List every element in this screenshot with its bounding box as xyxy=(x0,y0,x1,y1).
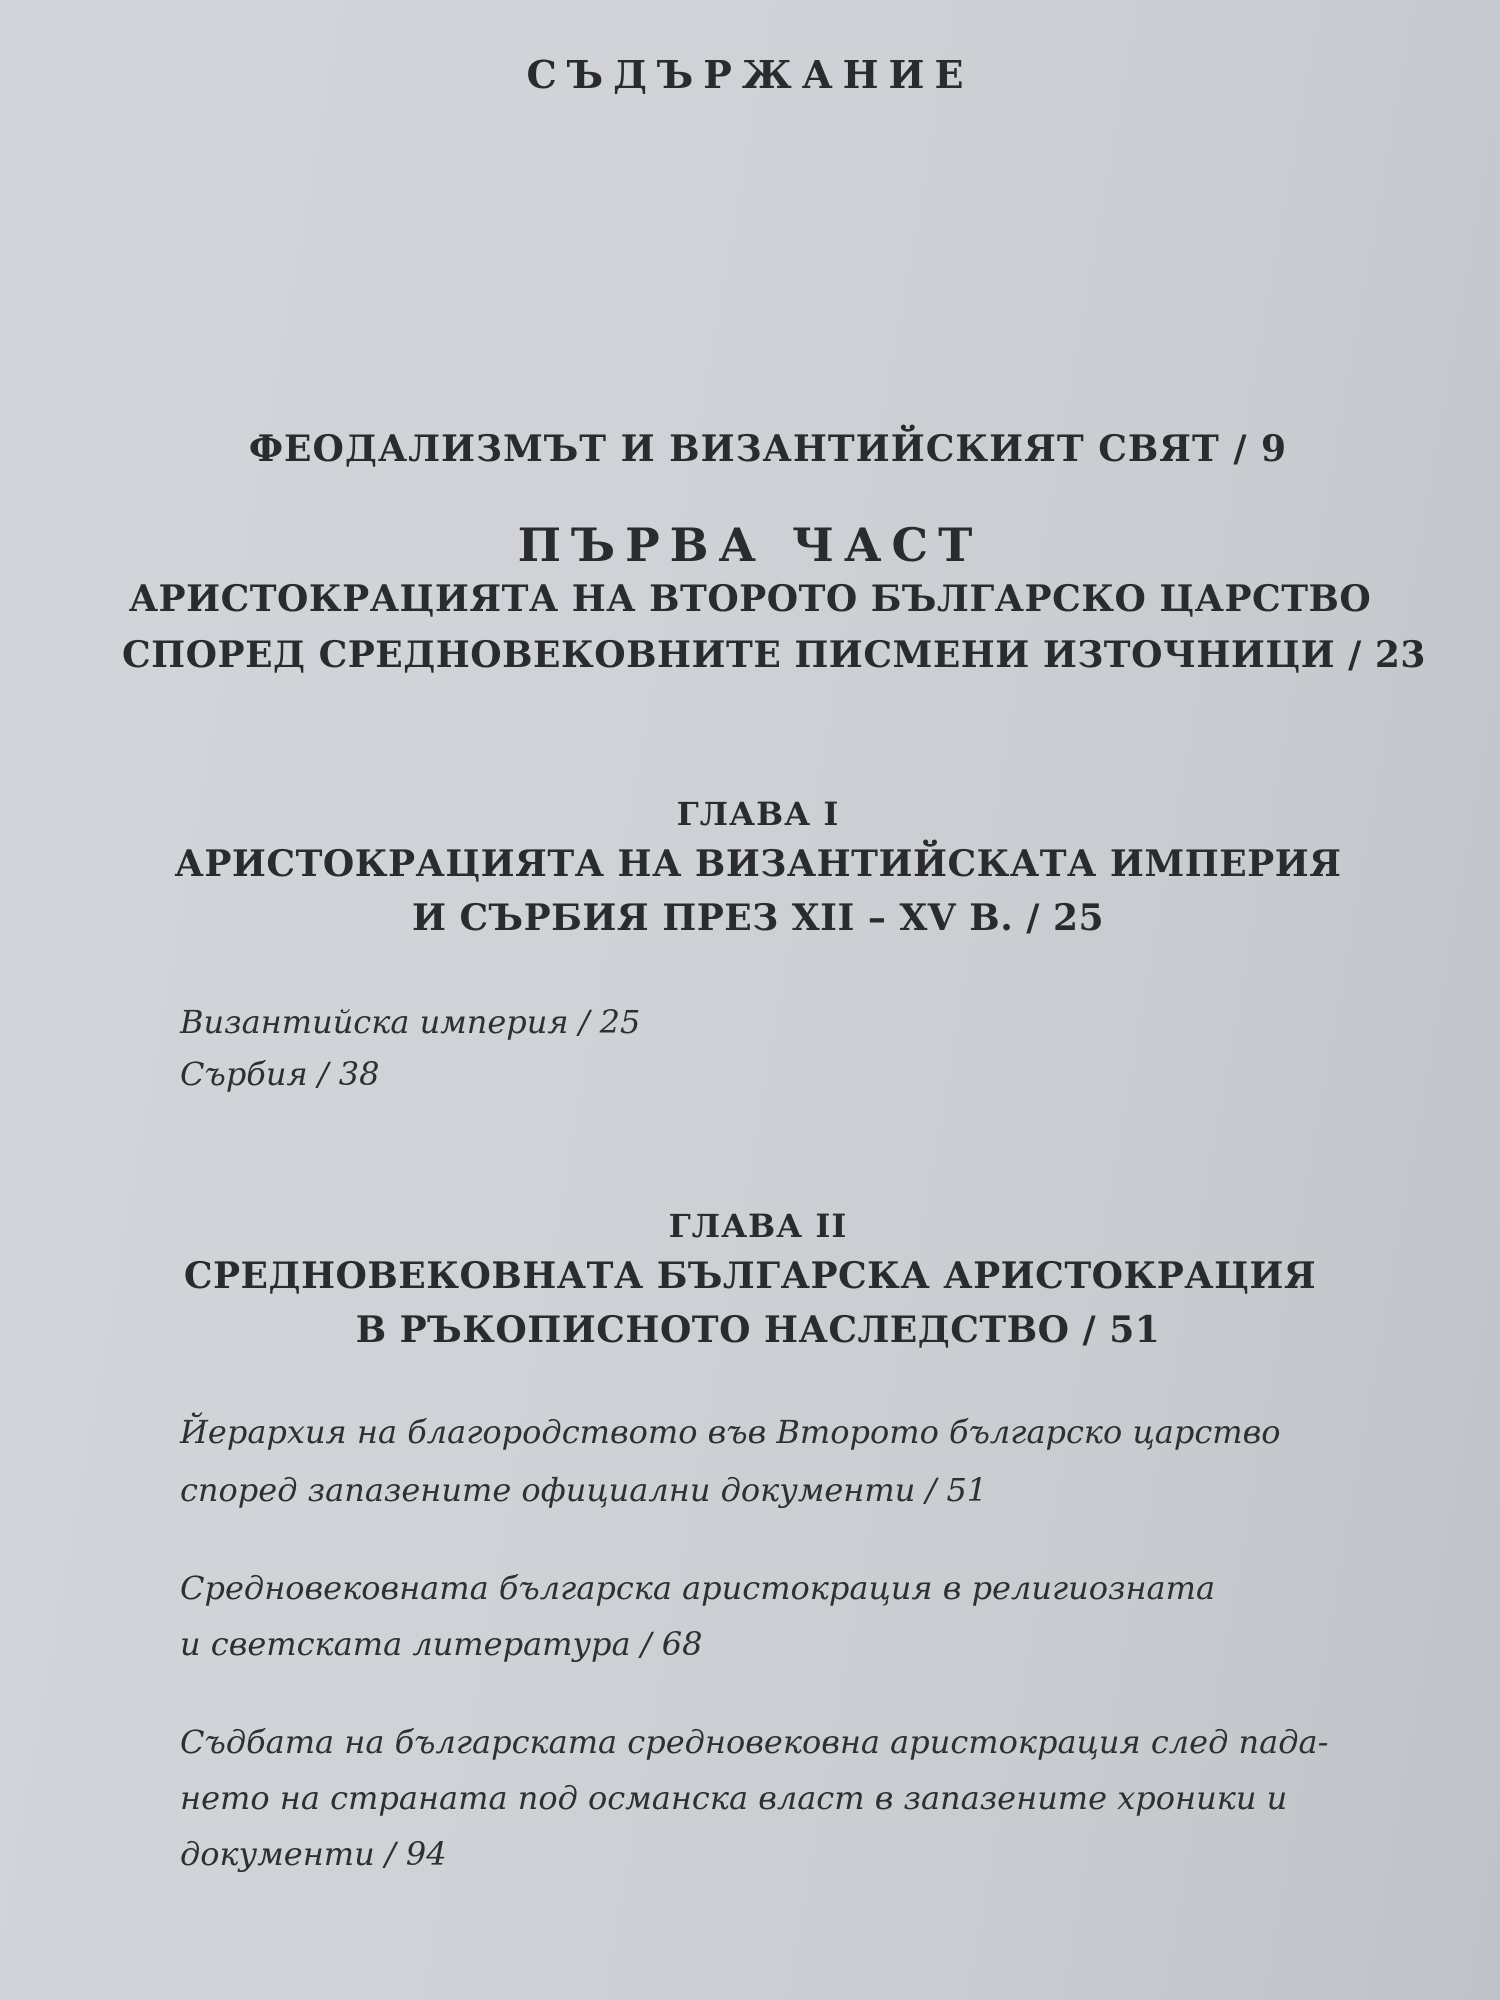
toc-entry-line: Йерархия на благородството във Второто българско царство xyxy=(180,1413,1281,1451)
chapter-title-line: СРЕДНОВЕКОВНАТА БЪЛГАРСКА АРИСТОКРАЦИЯ xyxy=(183,1255,1317,1297)
prologue-entry: ФЕОДАЛИЗМЪТ И ВИЗАНТИЙСКИЯТ СВЯТ / 9 xyxy=(248,428,1288,470)
toc-entry-line: Средновековната българска аристокрация в религиозната xyxy=(180,1569,1216,1607)
chapter-title-line: В РЪКОПИСНОТО НАСЛЕДСТВО / 51 xyxy=(355,1309,1161,1351)
toc-entry-line: нето на страната под османска власт в запазените хроники и xyxy=(180,1779,1288,1817)
toc-entry-line: Съдбата на българската средновековна аристокрация след пада- xyxy=(180,1723,1329,1761)
toc-entry-line: документи / 94 xyxy=(180,1835,447,1873)
chapter-label: ГЛАВА II xyxy=(668,1207,848,1245)
toc-entry: Сърбия / 38 xyxy=(180,1055,380,1093)
contents-heading: СЪДЪРЖАНИЕ xyxy=(526,52,974,97)
chapter-title-line: И СЪРБИЯ ПРЕЗ XII – XV В. / 25 xyxy=(411,897,1105,939)
part-label: ПЪРВА ЧАСТ xyxy=(517,518,983,572)
chapter-label: ГЛАВА I xyxy=(676,795,840,833)
part-title-line: СПОРЕД СРЕДНОВЕКОВНИТЕ ПИСМЕНИ ИЗТОЧНИЦИ / 23 xyxy=(122,634,1426,676)
toc-entry: Византийска империя / 25 xyxy=(180,1003,641,1041)
part-title-line: АРИСТОКРАЦИЯТА НА ВТОРОТО БЪЛГАРСКО ЦАРСТВО xyxy=(128,578,1372,620)
chapter-title-line: АРИСТОКРАЦИЯТА НА ВИЗАНТИЙСКАТА ИМПЕРИЯ xyxy=(174,843,1342,885)
toc-entry-line: според запазените официални документи / 51 xyxy=(180,1471,988,1509)
toc-entry-line: и светската литература / 68 xyxy=(180,1625,703,1663)
